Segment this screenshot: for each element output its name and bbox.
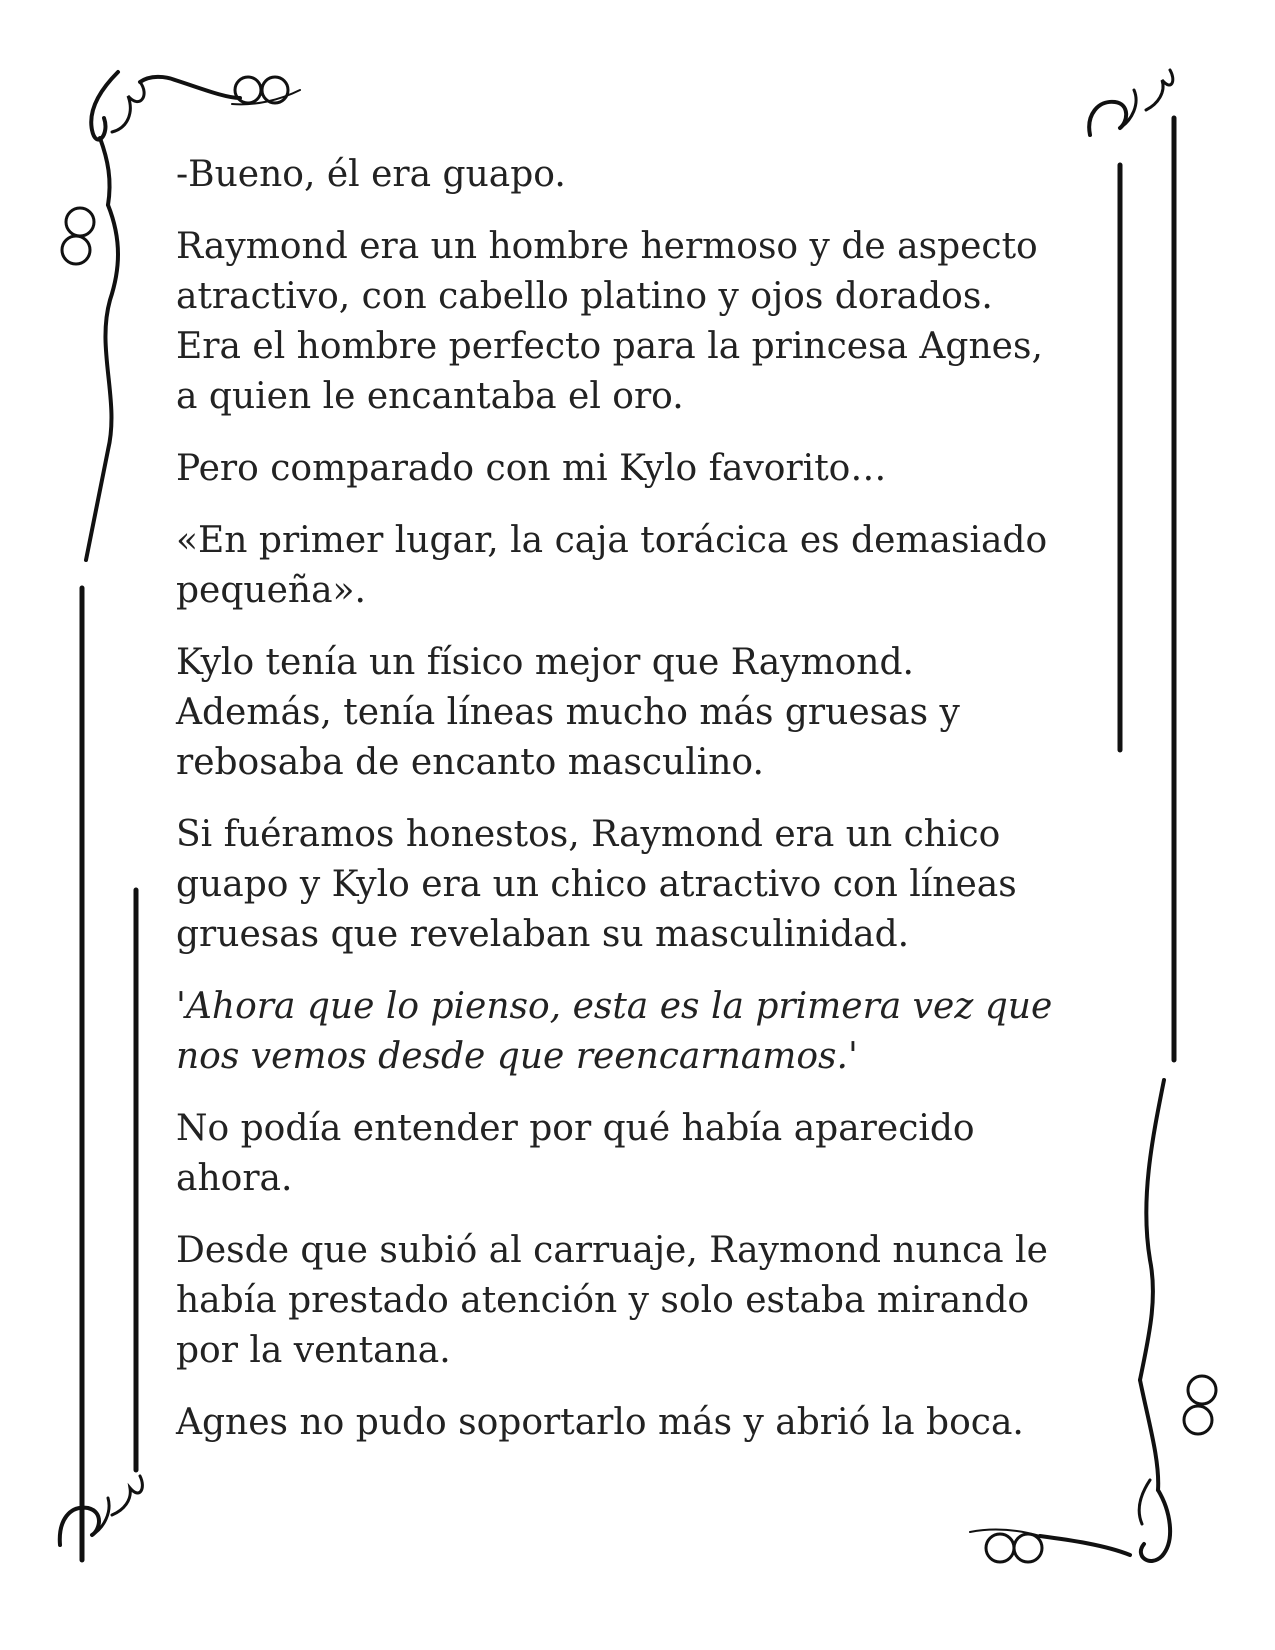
text-line: pequeña».	[176, 570, 367, 611]
text-line: por la ventana.	[176, 1330, 451, 1371]
paragraph-1	[176, 150, 1106, 200]
text-line: nos vemos desde que reencarnamos.'	[176, 1036, 858, 1077]
text-line: 'Ahora que lo pienso, esta es la primera vez que	[176, 986, 1053, 1027]
bottom-left-flourish-icon	[60, 1476, 143, 1545]
text-line: ahora.	[176, 1158, 293, 1199]
text-line: guapo y Kylo era un chico atractivo con líneas	[176, 864, 1017, 905]
text-line: gruesas que revelaban su masculinidad.	[176, 914, 910, 955]
paragraph-6	[176, 810, 1106, 960]
paragraph-3	[176, 444, 1106, 494]
story-text	[176, 150, 1106, 1470]
text-line: Pero comparado con mi Kylo favorito…	[176, 448, 887, 489]
text-line: Era el hombre perfecto para la princesa Agnes,	[176, 326, 1043, 367]
text-line: «En primer lugar, la caja torácica es demasiado	[176, 520, 1048, 561]
paragraph-9	[176, 1226, 1106, 1376]
text-line: Además, tenía líneas mucho más gruesas y	[176, 692, 960, 733]
paragraph-8	[176, 1104, 1106, 1204]
text-line: Desde que subió al carruaje, Raymond nunca le	[176, 1230, 1048, 1271]
text-line: No podía entender por qué había aparecido	[176, 1108, 975, 1149]
text-line: -Bueno, él era guapo.	[176, 154, 566, 195]
top-right-flourish-icon	[1089, 70, 1173, 135]
text-line: Kylo tenía un físico mejor que Raymond.	[176, 642, 914, 683]
text-line: Raymond era un hombre hermoso y de aspecto	[176, 226, 1038, 267]
text-line: Si fuéramos honestos, Raymond era un chico	[176, 814, 1001, 855]
text-line: rebosaba de encanto masculino.	[176, 742, 764, 783]
paragraph-7	[176, 982, 1106, 1082]
text-line: Agnes no pudo soportarlo más y abrió la boca.	[176, 1402, 1024, 1443]
paragraph-2	[176, 222, 1106, 422]
paragraph-10	[176, 1398, 1106, 1448]
text-line: atractivo, con cabello platino y ojos dorados.	[176, 276, 993, 317]
paragraph-4	[176, 516, 1106, 616]
paragraph-5	[176, 638, 1106, 788]
text-line: a quien le encantaba el oro.	[176, 376, 684, 417]
text-line: había prestado atención y solo estaba mirando	[176, 1280, 1030, 1321]
